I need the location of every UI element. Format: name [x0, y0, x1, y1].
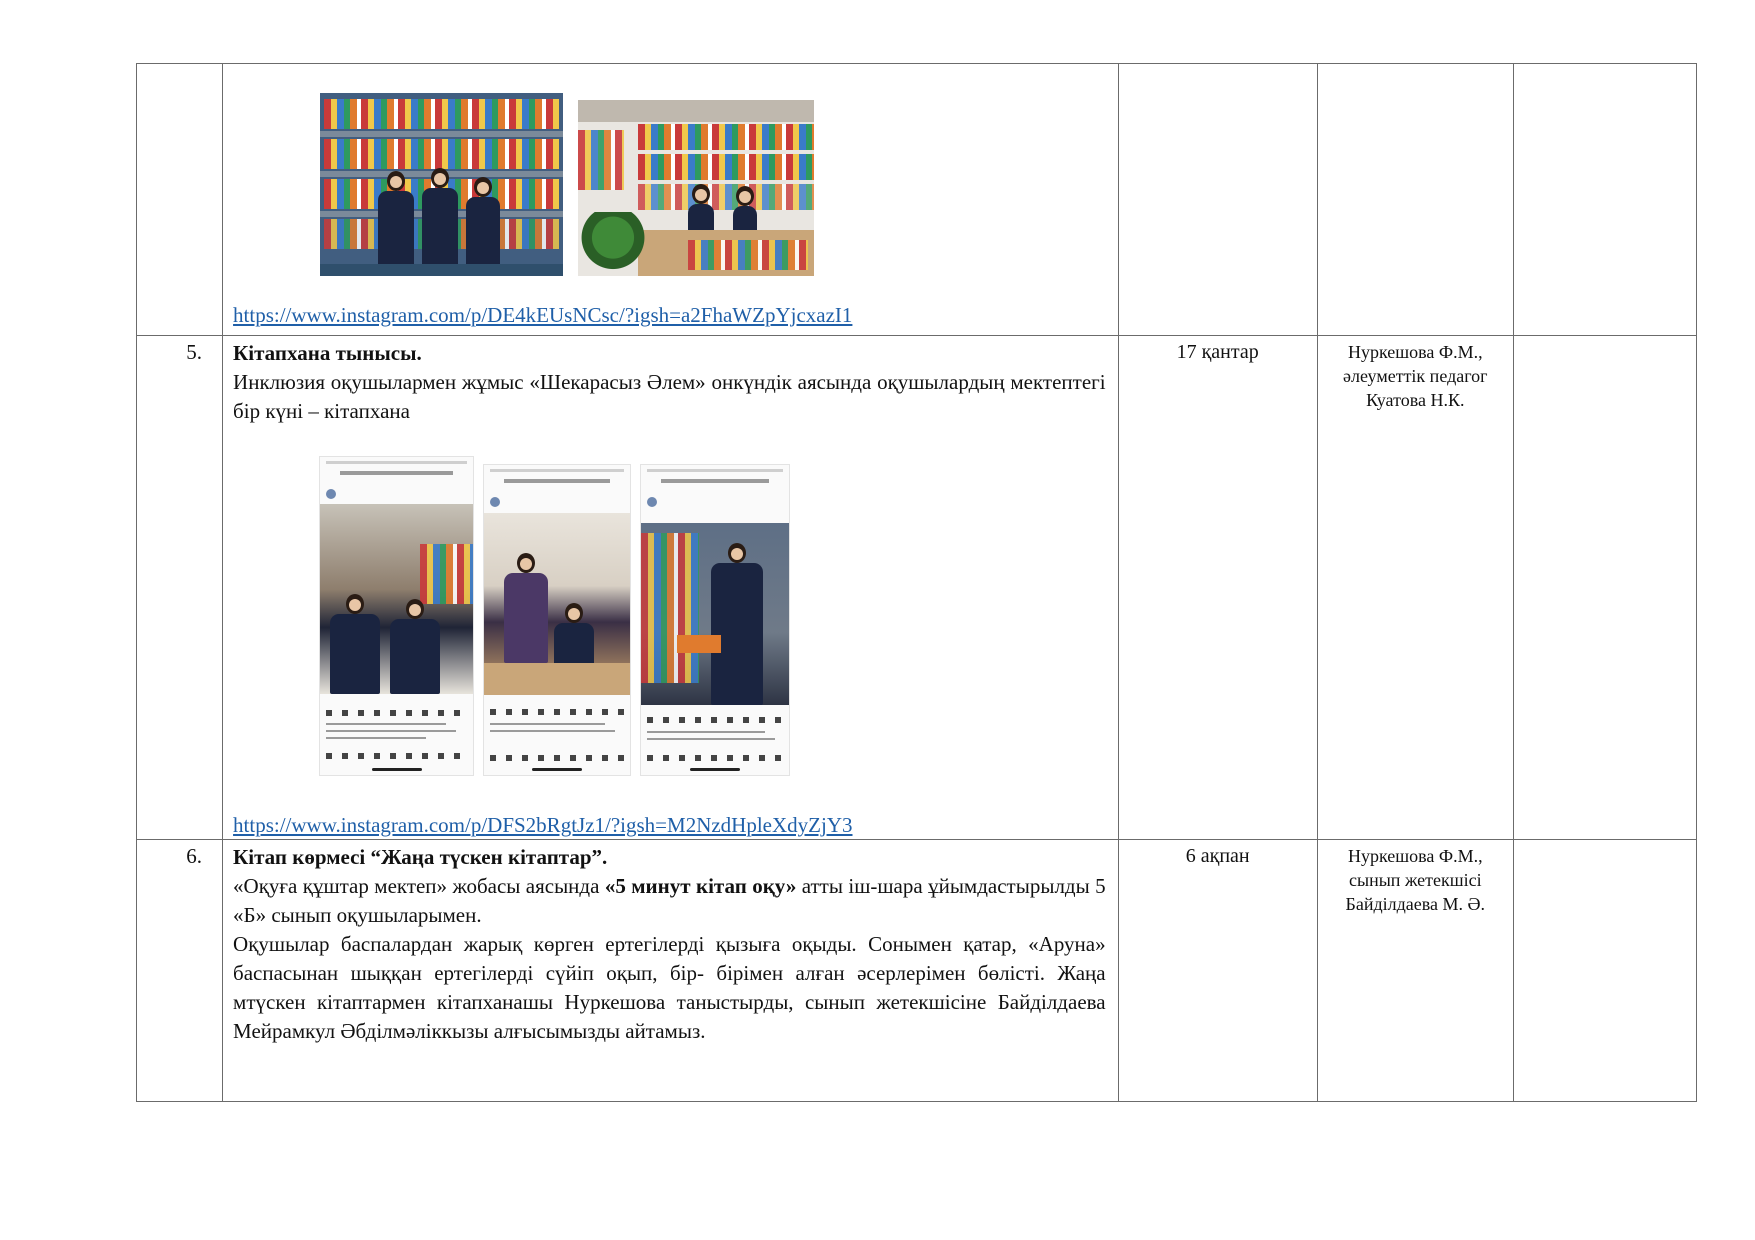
table-row-5 [137, 336, 1697, 840]
date-cell: 6 ақпан [1118, 840, 1317, 1102]
instagram-screenshot-3 [640, 464, 790, 776]
responsible-cell [1317, 336, 1513, 840]
content-cell [223, 64, 1119, 336]
table-row-6 [137, 840, 1697, 1102]
responsible-persons: Нуркешова Ф.М., әлеуметтік педагог Куатова Н.К. [1343, 342, 1488, 410]
instagram-link-2[interactable]: https://www.instagram.com/p/DFS2bRgtJz1/?igsh=M2NzdHpleXdyZjY3 [233, 813, 853, 837]
note-cell [1513, 336, 1696, 840]
phone-screenshots [223, 426, 1118, 812]
event-heading: Кітап көрмесі “Жаңа түскен кітаптар”. [233, 845, 608, 869]
library-photo-students-standing [320, 93, 563, 276]
event-description-continued: Оқушылар баспалардан жарық көрген ертегілерді қызыға оқыды. Сонымен қатар, «Аруна» баспасынан шыққан ертегілерді сүйіп оқып, бір- бірімен алған әсерлерімен бөлісті. Жаңа мтүскен кітаптармен кітапханашы Нуркешова таныстырды, сынып жетекшісіне Байділдаева Мейрамкул Әбділмәліккызы алғысымызды айтамыз. [233, 932, 1106, 1043]
photo-group [223, 64, 1118, 302]
number-cell: 5. [137, 336, 223, 840]
table-row-continuation [137, 64, 1697, 336]
number-cell: 6. [137, 840, 223, 1102]
date-cell [1118, 64, 1317, 336]
content-cell [223, 840, 1119, 1102]
library-photo-reading-room [578, 100, 814, 276]
number-cell [137, 64, 223, 336]
responsible-cell [1317, 64, 1513, 336]
responsible-cell [1317, 840, 1513, 1102]
content-cell [223, 336, 1119, 840]
instagram-link-1[interactable]: https://www.instagram.com/p/DE4kEUsNCsc/?igsh=a2FhaWZpYjcxazI1 [233, 303, 853, 327]
note-cell [1513, 840, 1696, 1102]
date-cell: 17 қантар [1118, 336, 1317, 840]
event-description: «Оқуға құштар мектеп» жобасы аясында «5 минут кітап оқу» атты іш-шара ұйымдастырылды 5 «Б» сынып оқушыларымен. [233, 874, 1106, 927]
instagram-screenshot-1 [319, 456, 474, 776]
instagram-screenshot-2 [483, 464, 631, 776]
event-description: Инклюзия оқушылармен жұмыс «Шекарасыз Әлем» онкүндік аясында оқушылардың мектептегі бір күні – кітапхана [233, 370, 1106, 423]
note-cell [1513, 64, 1696, 336]
events-table [136, 63, 1697, 1102]
event-heading: Кітапхана тынысы. [233, 341, 422, 365]
responsible-persons: Нуркешова Ф.М., сынып жетекшісі Байділдаева М. Ә. [1345, 846, 1486, 914]
